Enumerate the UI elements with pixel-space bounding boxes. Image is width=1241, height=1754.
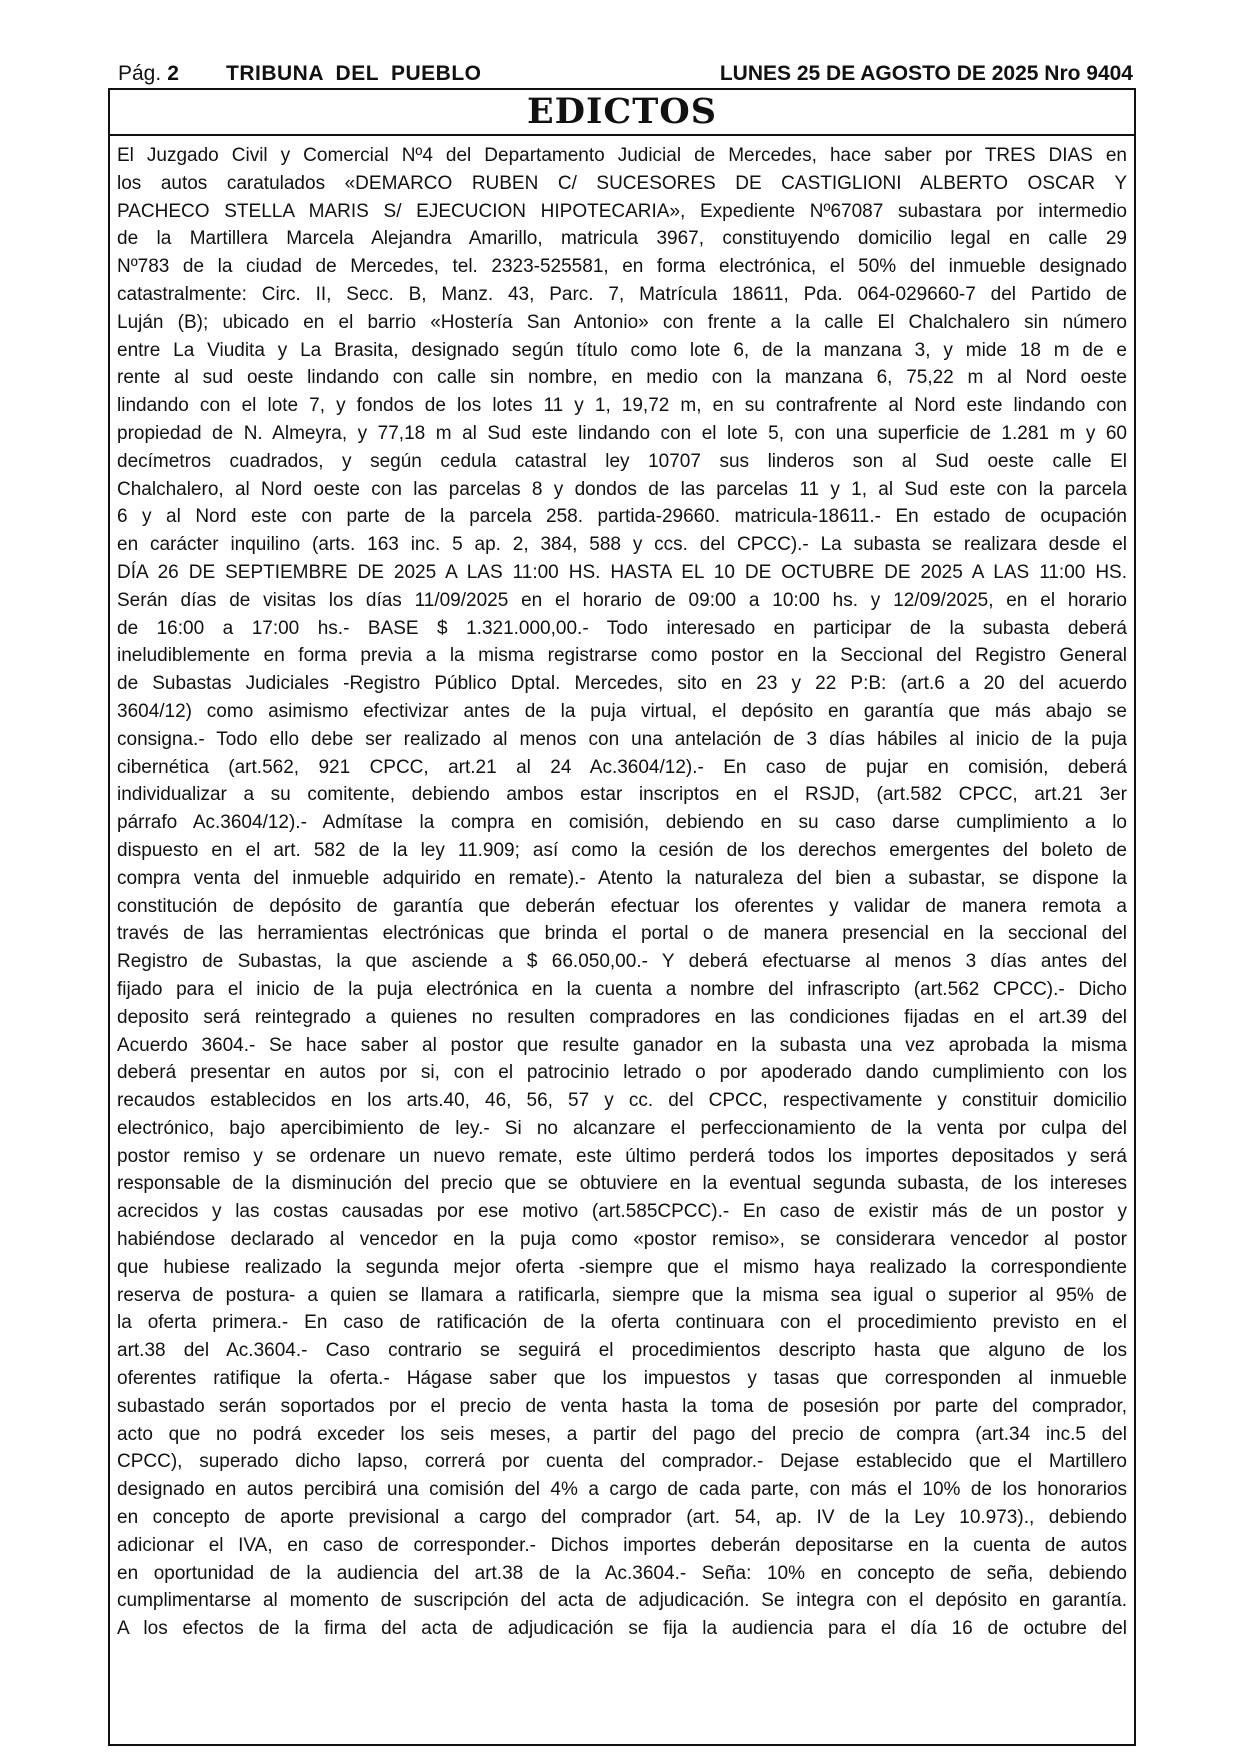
edict-line: 6 y al Nord este con parte de la parcela 258. partida-29660. matricula-18611.- En estado de ocupación bbox=[117, 506, 1127, 528]
edict-line: propiedad de N. Almeyra, y 77,18 m al Sud este lindando con el lote 5, con una superficie de 1.281 m y 60 bbox=[117, 422, 1127, 444]
edict-line: deberá presentar en autos por si, con el patrocinio letrado o por apoderado dando cumplimiento con los bbox=[117, 1062, 1127, 1084]
edict-line: 3604/12) como asimismo efectivizar antes de la puja virtual, el depósito en garantía que más abajo se bbox=[117, 700, 1127, 722]
edict-line: en concepto de aporte previsional a cargo del comprador (art. 54, ap. IV de la Ley 10.973)., debiendo bbox=[117, 1507, 1127, 1529]
edict-line: través de las herramientas electrónicas que brinda el portal o de manera presencial en la seccional del bbox=[117, 923, 1127, 945]
edict-line: la oferta primera.- En caso de ratificación de la oferta continuara con el procedimiento previsto en el bbox=[117, 1312, 1127, 1334]
edict-line: adicionar el IVA, en caso de corresponder.- Dichos importes deberán depositarse en la cuenta de autos bbox=[117, 1534, 1127, 1556]
edict-line: acrecidos y las costas causadas por ese motivo (art.585CPCC).- En caso de existir más de un postor y bbox=[117, 1201, 1127, 1223]
edict-line: ineludiblemente en forma previa a la misma registrarse como postor en la Seccional del Registro General bbox=[117, 645, 1127, 667]
edict-line: Registro de Subastas, la que asciende a $ 66.050,00.- Y deberá efectuarse al menos 3 días antes del bbox=[117, 951, 1127, 973]
edict-line: Serán días de visitas los días 11/09/2025 en el horario de 09:00 a 10:00 hs. y 12/09/2025, en el horario bbox=[117, 589, 1127, 611]
edict-line: oferentes ratifique la oferta.- Hágase saber que los impuestos y tasas que corresponden al inmueble bbox=[117, 1368, 1127, 1390]
edict-line: responsable de la disminución del precio que se obtuviere en la eventual segunda subasta, de los intereses bbox=[117, 1173, 1127, 1195]
edict-line: DÍA 26 DE SEPTIEMBRE DE 2025 A LAS 11:00 HS. HASTA EL 10 DE OCTUBRE DE 2025 A LAS 11:00 HS. bbox=[117, 561, 1127, 583]
edict-line: PACHECO STELLA MARIS S/ EJECUCION HIPOTECARIA», Expediente Nº67087 subastara por intermedio bbox=[117, 200, 1127, 222]
edict-line: de Subastas Judiciales -Registro Público Dptal. Mercedes, sito en 23 y 22 P:B: (art.6 a 20 del acuerdo bbox=[117, 673, 1127, 695]
edict-line: El Juzgado Civil y Comercial Nº4 del Departamento Judicial de Mercedes, hace saber por TRES DIAS en bbox=[117, 145, 1127, 166]
edict-line: que hubiese realizado la segunda mejor oferta -siempre que el mismo haya realizado la correspondiente bbox=[117, 1256, 1127, 1278]
edict-line: en carácter inquilino (arts. 163 inc. 5 ap. 2, 384, 588 y ccs. del CPCC).- La subasta se realizara desde el bbox=[117, 534, 1127, 556]
edict-line: constitución de depósito de garantía que deberán efectuar los oferentes y validar de manera remota a bbox=[117, 895, 1127, 917]
edict-line: A los efectos de la firma del acta de adjudicación se fija la audiencia para el día 16 de octubre del bbox=[117, 1618, 1127, 1640]
edict-line: Luján (B); ubicado en el barrio «Hostería San Antonio» con frente a la calle El Chalchalero sin número bbox=[117, 311, 1127, 333]
edict-line: compra venta del inmueble adquirido en remate).- Atento la naturaleza del bien a subastar, se dispone la bbox=[117, 867, 1127, 889]
edict-line: de 16:00 a 17:00 hs.- BASE $ 1.321.000,00.- Todo interesado en participar de la subasta deberá bbox=[117, 617, 1127, 639]
edict-line: párrafo Ac.3604/12).- Admítase la compra en comisión, debiendo en su caso darse cumplimiento a lo bbox=[117, 812, 1127, 834]
edict-line: recaudos establecidos en los arts.40, 46, 56, 57 y cc. del CPCC, respectivamente y constituir domicilio bbox=[117, 1090, 1127, 1112]
edict-line: habiéndose declarado al vencedor en la puja como «postor remiso», se considerara vencedor al postor bbox=[117, 1229, 1127, 1251]
edict-line: cibernética (art.562, 921 CPCC, art.21 al 24 Ac.3604/12).- En caso de pujar en comisión, deberá bbox=[117, 756, 1127, 778]
edict-line: Chalchalero, al Nord oeste con las parcelas 8 y dondos de las parcelas 11 y 1, al Sud este con la parcela bbox=[117, 478, 1127, 500]
edict-line: en oportunidad de la audiencia del art.38 de la Ac.3604.- Seña: 10% en concepto de seña, debiendo bbox=[117, 1562, 1127, 1584]
edict-line: cumplimentarse al momento de suscripción del acta de adjudicación. Se integra con el depósito en garantía. bbox=[117, 1590, 1127, 1612]
page-indicator bbox=[118, 62, 179, 86]
newspaper-name: TRIBUNA DEL PUEBLO bbox=[226, 62, 482, 85]
edict-line: entre La Viudita y La Brasita, designado según título como lote 6, de la manzana 3, y mide 18 m de e bbox=[117, 339, 1127, 361]
edict-line: Nº783 de la ciudad de Mercedes, tel. 2323-525581, en forma electrónica, el 50% del inmueble designado bbox=[117, 256, 1127, 278]
edict-line: lindando con el lote 7, y fondos de los lotes 11 y 1, 19,72 m, en su contrafrente al Nord este lindando con bbox=[117, 395, 1127, 417]
edict-line: designado en autos percibirá una comisión del 4% a cargo de cada parte, con más el 10% de los honorarios bbox=[117, 1479, 1127, 1501]
edict-line: consigna.- Todo ello debe ser realizado al menos con una antelación de 3 días hábiles al inicio de la puja bbox=[117, 728, 1127, 750]
page-label: Pág. bbox=[118, 62, 162, 85]
edict-text bbox=[117, 142, 1127, 1643]
edict-line: postor remiso y se ordenare un nuevo remate, este último perderá todos los importes depositados y será bbox=[117, 1145, 1127, 1167]
edict-line: art.38 del Ac.3604.- Caso contrario se seguirá el procedimientos descripto hasta que alguno de los bbox=[117, 1340, 1127, 1362]
edict-line: deposito será reintegrado a quienes no resulten compradores en las condiciones fijadas en el art.39 del bbox=[117, 1006, 1127, 1028]
edict-line: acto que no podrá exceder los seis meses, a partir del pago del precio de compra (art.34 inc.5 del bbox=[117, 1423, 1127, 1445]
edict-line: decímetros cuadrados, y según cedula catastral ley 10707 sus linderos son al Sud oeste calle El bbox=[117, 450, 1127, 472]
edict-line: subastado serán soportados por el precio de venta hasta la toma de posesión por parte del comprador, bbox=[117, 1395, 1127, 1417]
edict-line: individualizar a su comitente, debiendo ambos estar inscriptos en el RSJD, (art.582 CPCC, art.21 3er bbox=[117, 784, 1127, 806]
edict-line: CPCC), superado dicho lapso, correrá por cuenta del comprador.- Dejase establecido que el Martillero bbox=[117, 1451, 1127, 1473]
section-title: EDICTOS bbox=[110, 90, 1134, 136]
edict-line: electrónico, bajo apercibimiento de ley.- Si no alcanzare el perfeccionamiento de la venta por culpa del bbox=[117, 1117, 1127, 1139]
page-number: 2 bbox=[167, 62, 179, 85]
edict-line: Acuerdo 3604.- Se hace saber al postor que resulte ganador en la subasta una vez aprobada la misma bbox=[117, 1034, 1127, 1056]
edict-line: rente al sud oeste lindando con calle sin nombre, en medio con la manzana 6, 75,22 m al Nord oeste bbox=[117, 367, 1127, 389]
edict-line: dispuesto en el art. 582 de la ley 11.909; así como la cesión de los derechos emergentes del boleto de bbox=[117, 839, 1127, 861]
issue-date: LUNES 25 DE AGOSTO DE 2025 Nro 9404 bbox=[719, 62, 1133, 85]
edicts-box bbox=[108, 88, 1136, 1746]
edict-line: reserva de postura- a quien se llamara a ratificarla, siempre que la misma sea igual o superior al 95% de bbox=[117, 1284, 1127, 1306]
edict-line: los autos caratulados «DEMARCO RUBEN C/ SUCESORES DE CASTIGLIONI ALBERTO OSCAR Y bbox=[117, 172, 1127, 194]
edict-line: de la Martillera Marcela Alejandra Amarillo, matricula 3967, constituyendo domicilio legal en calle 29 bbox=[117, 228, 1127, 250]
edict-line: catastralmente: Circ. II, Secc. B, Manz. 43, Parc. 7, Matrícula 18611, Pda. 064-029660-7 del Partido de bbox=[117, 283, 1127, 305]
edict-line: fijado para el inicio de la puja electrónica en la cuenta a nombre del infrascripto (art.562 CPCC).- Dicho bbox=[117, 978, 1127, 1000]
page-header bbox=[118, 62, 1133, 88]
